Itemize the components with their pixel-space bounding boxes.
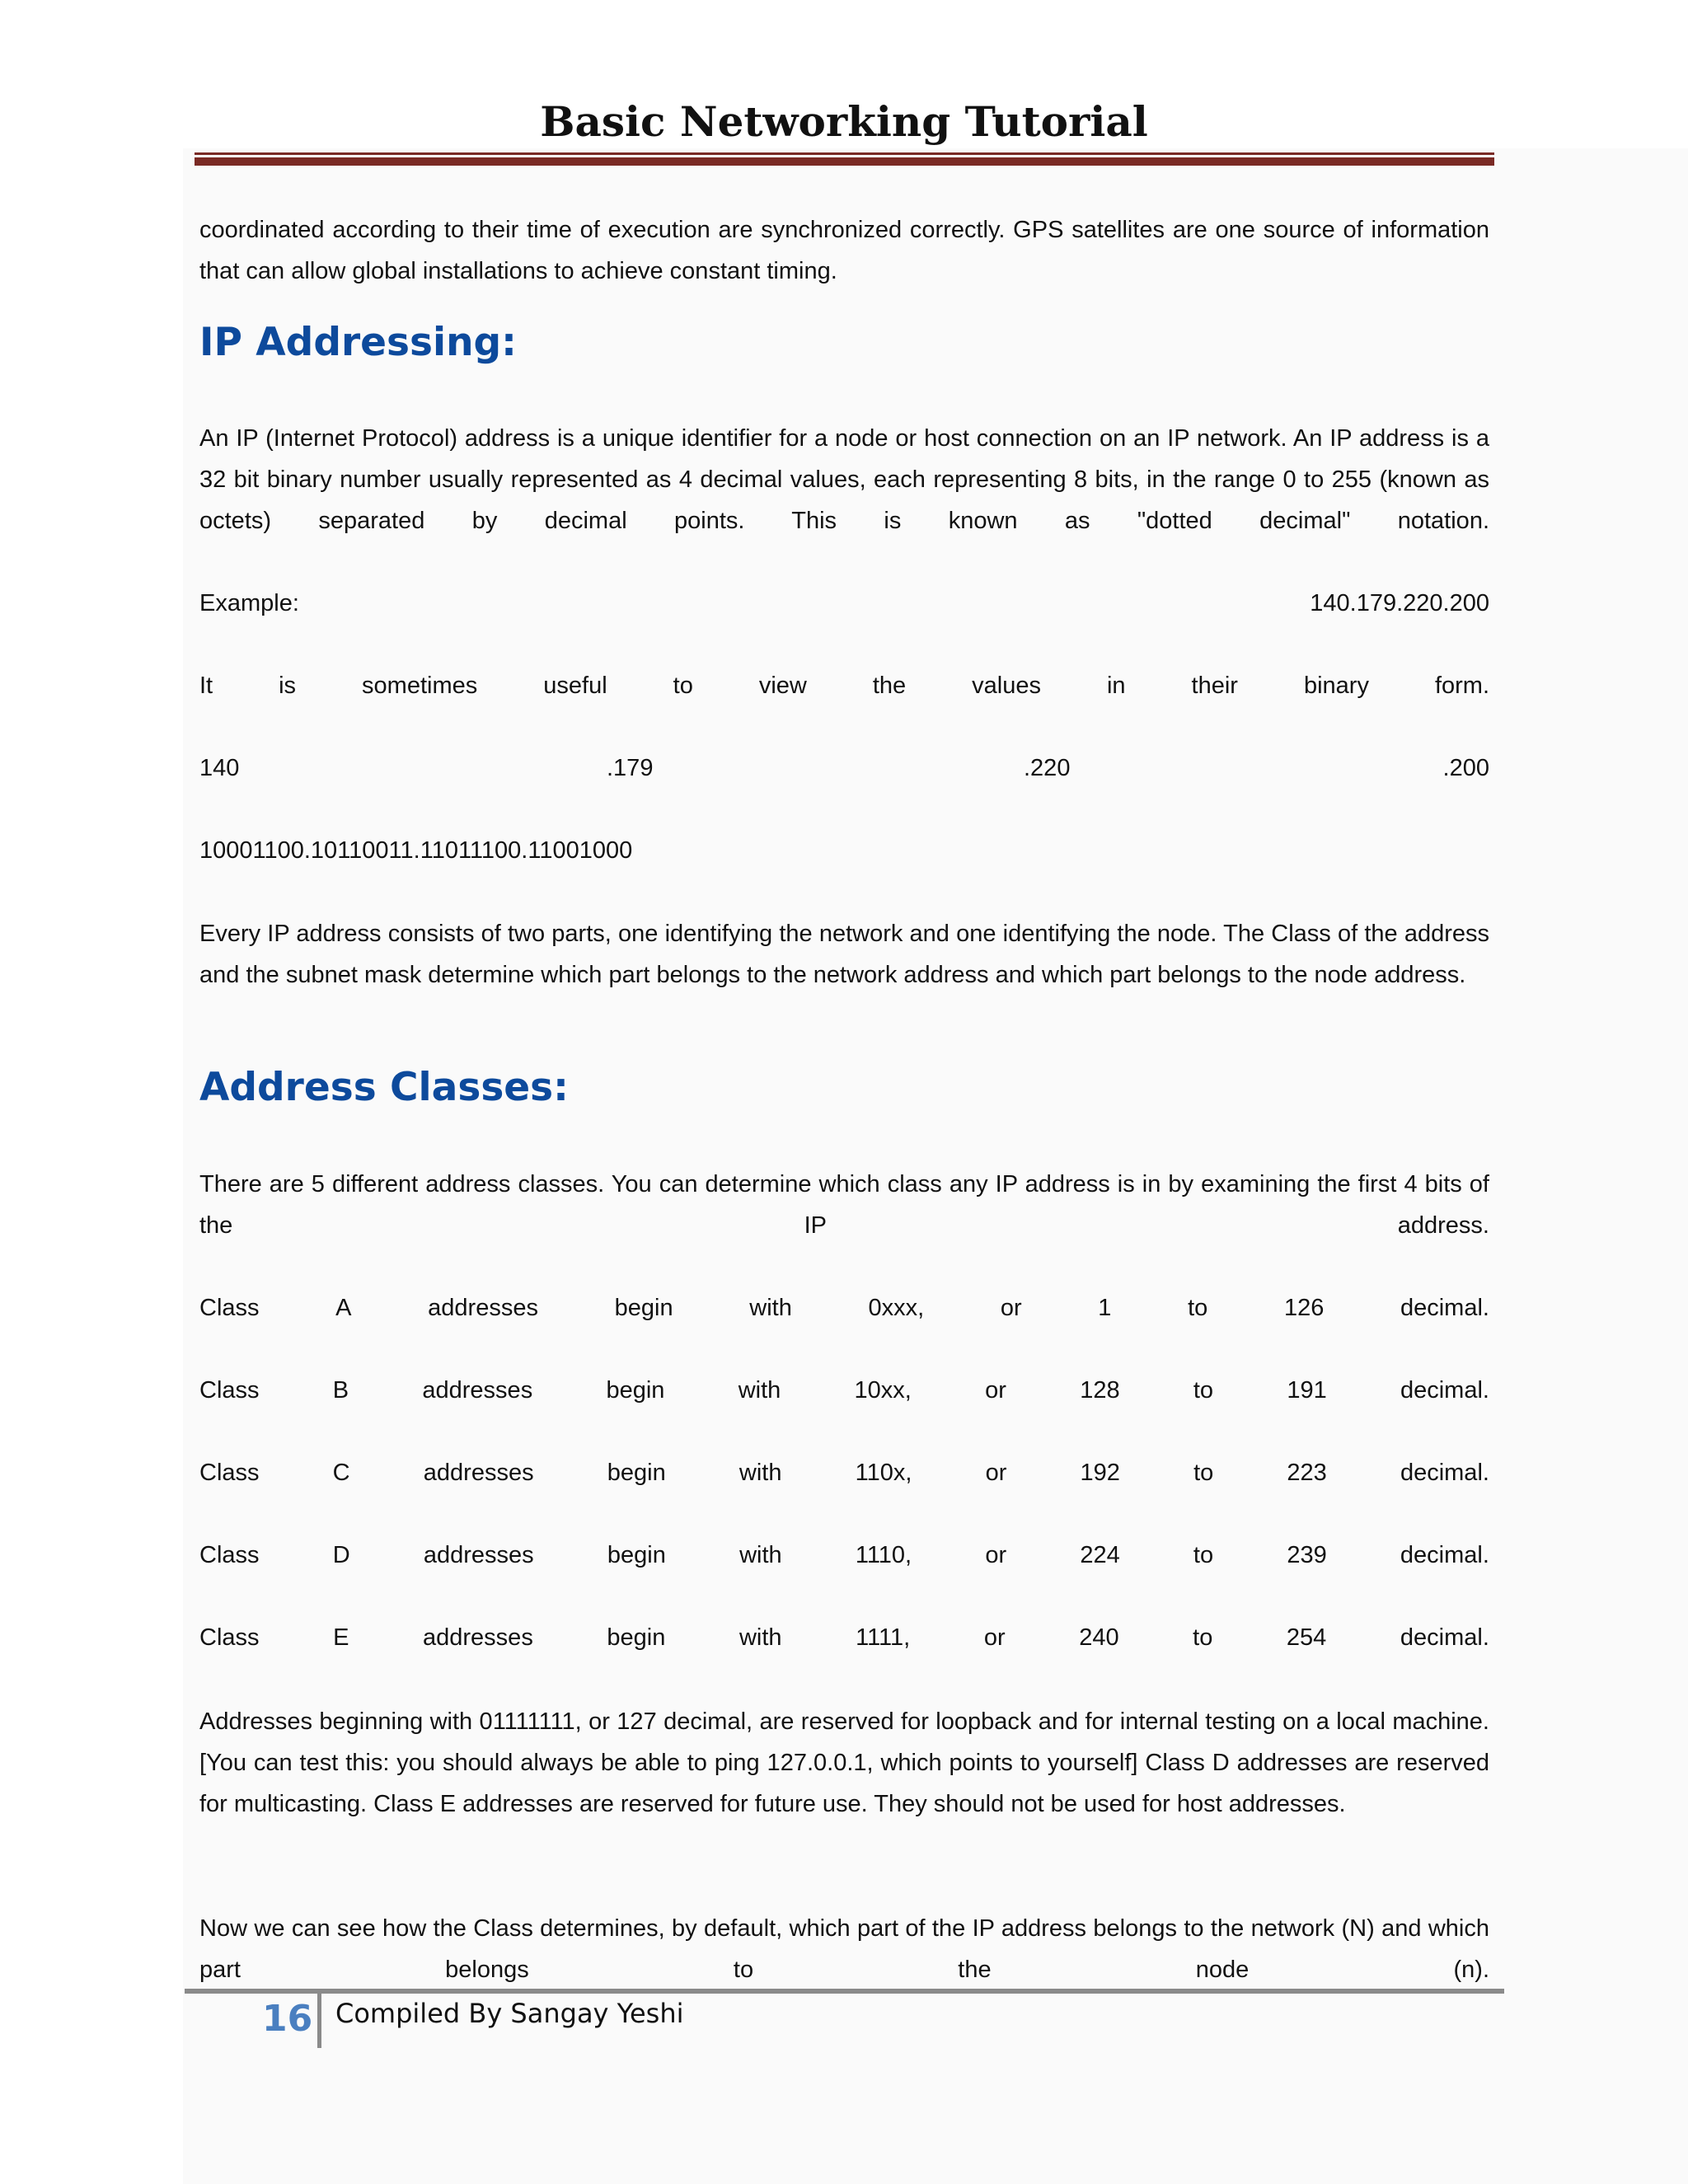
heading-address-classes: Address Classes: [199,1065,569,1110]
class-cell: 239 [1287,1542,1327,1568]
class-cell: Class [199,1460,260,1486]
class-cell: decimal. [1400,1542,1489,1568]
class-cell: B [332,1377,349,1404]
class-cell: begin [607,1624,666,1651]
class-cell: with [739,1542,782,1568]
class-cell: or [985,1460,1007,1486]
class-cell: begin [607,1542,666,1568]
footer-rule [185,1989,1504,1994]
class-cell: 191 [1287,1377,1327,1404]
octet-row [199,748,1489,789]
class-row-a [199,1287,1489,1329]
class-cell: 126 [1283,1295,1325,1321]
class-cell: addresses [422,1377,533,1404]
reserved-paragraph: Addresses beginning with 01111111, or 127 decimal, are reserved for loopback and for internal testing on a local machine. [You can test this: you should always be able to ping 127.0.0.1, which points to yourself] Class D addresses are reserved for multicasting. Class E addresses are reserved for future use. They should not be used for host addresses. [199,1708,1489,1817]
octet-4: .200 [1442,755,1489,781]
class-cell: 254 [1286,1624,1327,1651]
binary-row [199,830,1489,871]
octet-2: .179 [607,755,654,781]
binary-intro: It is sometimes useful to view the values in their binary form. [199,673,1489,699]
ip-paragraph-2: Every IP address consists of two parts, one identifying the network and one identifying the node. The Class of the address and the subnet mask determine which part belongs to the network address and which part belongs to the node address. [199,921,1489,988]
class-cell: with [749,1295,792,1321]
class-cell: 1110, [855,1542,912,1568]
class-cell: to [1193,1624,1213,1651]
class-cell: 224 [1080,1542,1120,1568]
footer-credit: Compiled By Sangay Yeshi [335,1998,684,2029]
class-cell: or [983,1624,1006,1651]
example-value: 140.179.220.200 [1310,590,1489,616]
class-cell: Class [199,1377,260,1404]
class-cell: 110x, [855,1460,912,1486]
class-cell: Class [199,1542,260,1568]
class-cell: D [332,1542,350,1568]
header-rule-thick [195,157,1494,166]
class-default-paragraph: Now we can see how the Class determines, by default, which part of the IP address belongs to the network (N) and which part belongs to the node (n). [199,1915,1489,1983]
class-row-d [199,1535,1489,1576]
class-cell: E [333,1624,349,1651]
class-cell: Class [199,1295,260,1321]
class-cell: 192 [1080,1460,1120,1486]
classes-intro: There are 5 different address classes. You can determine which class any IP address is in by examining the first 4 bits of the IP address. [199,1171,1489,1239]
class-cell: A [335,1295,352,1321]
class-cell: 1111, [856,1624,911,1651]
class-cell: with [738,1624,782,1651]
class-row-c [199,1452,1489,1493]
class-cell: begin [606,1377,665,1404]
class-cell: decimal. [1400,1295,1489,1321]
class-cell: addresses [423,1542,534,1568]
header-rule [195,152,1494,155]
intro-paragraph: coordinated according to their time of execution are synchronized correctly. GPS satellites are one source of information that can allow global installations to achieve constant timing. [199,217,1489,284]
class-cell: addresses [423,1624,533,1651]
class-row-b [199,1370,1489,1411]
class-cell: or [985,1377,1006,1404]
class-cell: 0xxx, [868,1295,925,1321]
class-cell: begin [607,1460,666,1486]
class-cell: decimal. [1400,1460,1489,1486]
class-row-e [199,1617,1489,1658]
class-cell: or [1000,1295,1022,1321]
class-cell: 128 [1080,1377,1120,1404]
class-cell: 240 [1079,1624,1119,1651]
class-cell: addresses [428,1295,538,1321]
class-cell: decimal. [1400,1377,1489,1404]
class-cell: addresses [423,1460,534,1486]
class-cell: to [1193,1377,1214,1404]
example-label: Example: [199,590,299,616]
octet-1: 140 [199,755,240,781]
class-cell: 10xx, [854,1377,912,1404]
class-cell: to [1193,1460,1214,1486]
class-cell: Class [199,1624,260,1651]
footer-divider [317,1994,321,2048]
class-cell: decimal. [1400,1624,1489,1651]
class-cell: to [1188,1295,1208,1321]
class-cell: or [985,1542,1007,1568]
class-cell: 223 [1287,1460,1327,1486]
octet-3: .220 [1024,755,1071,781]
class-cell: C [332,1460,350,1486]
page-number: 16 [262,1998,313,2040]
heading-ip-addressing: IP Addressing: [199,320,517,365]
class-cell: begin [614,1295,673,1321]
example-row [199,583,1489,624]
ip-paragraph-1: An IP (Internet Protocol) address is a unique identifier for a node or host connection on an IP network. An IP address is a 32 bit binary number usually represented as 4 decimal values, each representing 8 bits, in the range 0 to 255 (known as octets) separated by decimal points. This is known as "dotted decimal" notation. [199,425,1489,534]
class-cell: with [738,1460,782,1486]
class-cell: with [738,1377,781,1404]
class-cell: 1 [1098,1295,1112,1321]
page-header-title: Basic Networking Tutorial [540,97,1148,146]
class-cell: to [1193,1542,1214,1568]
binary-value: 10001100.10110011.11011100.11001000 [199,837,633,864]
